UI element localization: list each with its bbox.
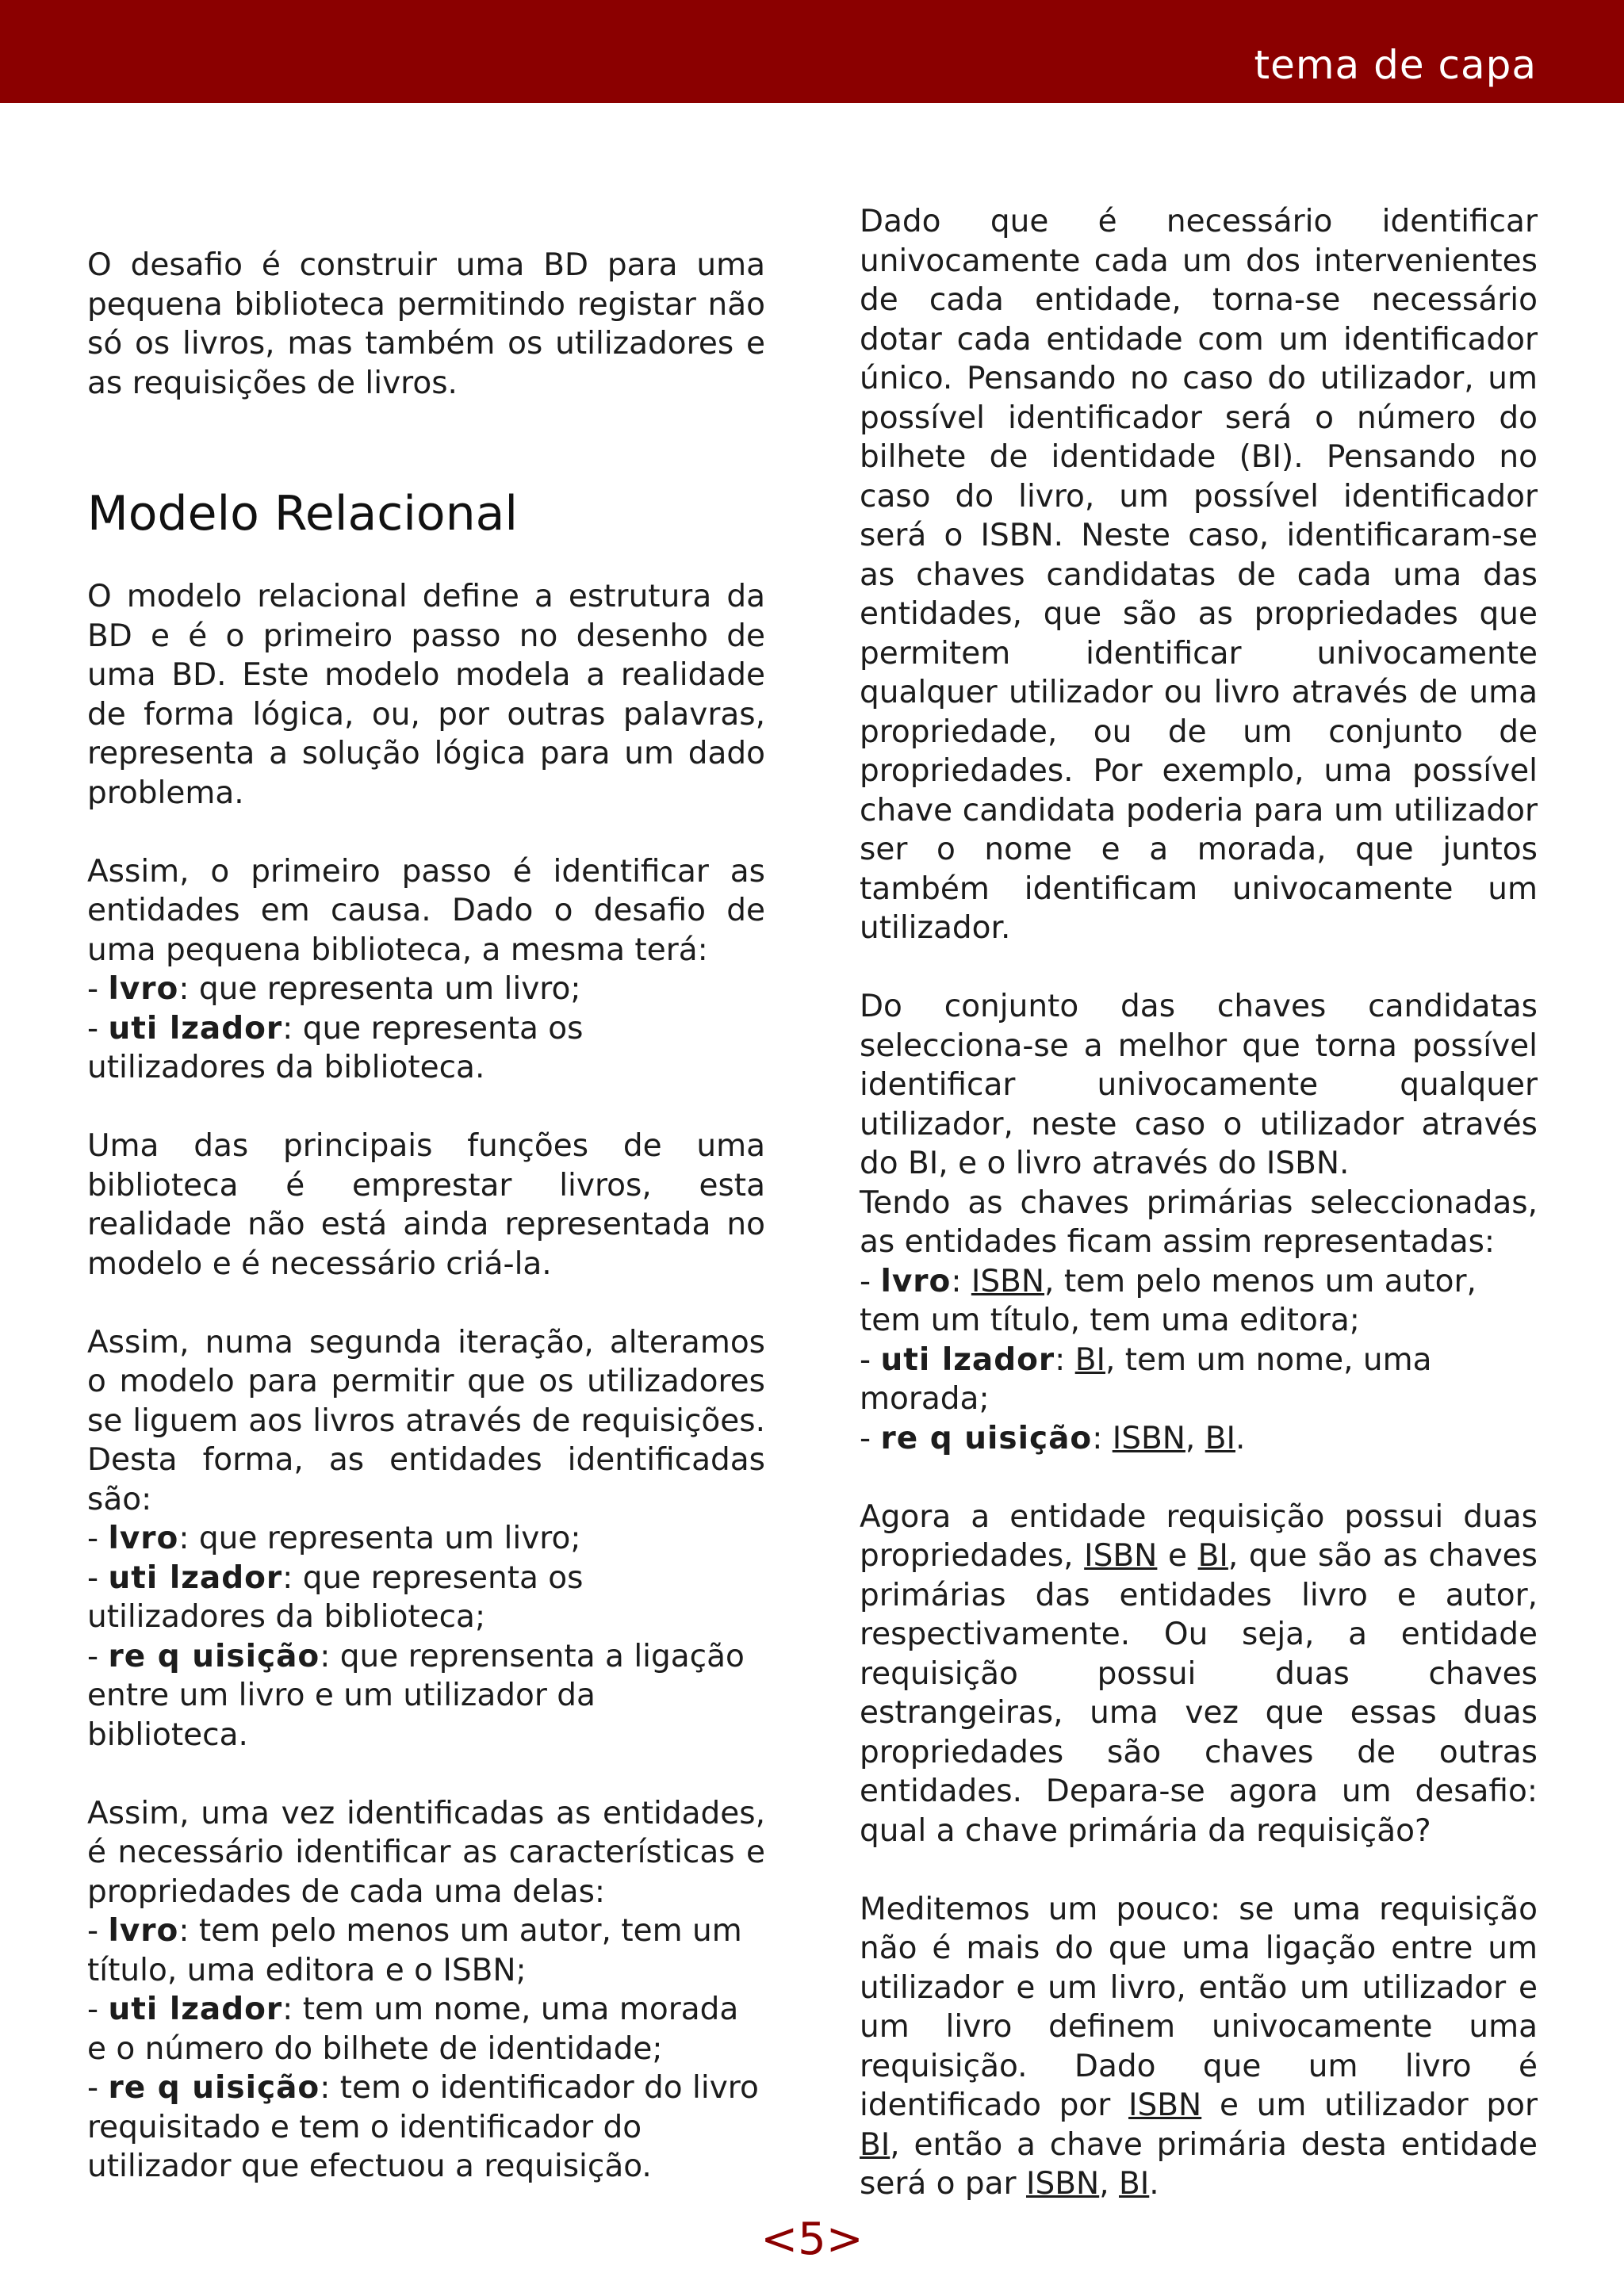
entity-name: lvro (108, 1913, 179, 1949)
entity-name: lvro (108, 1521, 179, 1556)
entity-name: lvro (108, 971, 179, 1007)
primary-key: ISBN (1026, 2166, 1100, 2202)
paragraph: Assim, uma vez identificadas as entidades, é necessário identificar as características e propriedades de cada uma delas: (87, 1795, 765, 1910)
entity-list (87, 1911, 765, 2187)
paragraph: Uma das principais funções de uma biblioteca é emprestar livros, esta realidade não está ainda representada no modelo e é necessário criá-la. (87, 1128, 765, 1282)
primary-key: BI (1197, 1538, 1228, 1574)
page-number: <5> (760, 2214, 864, 2265)
primary-key: BI (1205, 1420, 1235, 1456)
section-heading: Modelo Relacional (87, 486, 519, 541)
primary-key: BI (1118, 2166, 1150, 2202)
list-item: - re q uisição: tem o identificador do livro requisitado e tem o identificador do utilizador que efectuou a requisição. (87, 2070, 759, 2184)
list-item: - lvro: que representa um livro; (87, 1521, 581, 1556)
list-item: - uti lzador: BI, tem um nome, uma morada; (860, 1341, 1432, 1417)
entity-name: lvro (880, 1263, 952, 1299)
entity-name: uti lzador (108, 1992, 283, 2027)
primary-key: ISBN (1084, 1538, 1158, 1574)
list-item: - uti lzador: que representa os utilizadores da biblioteca; (87, 1559, 584, 1635)
list-item: - re q uisição: ISBN, BI. (860, 1420, 1246, 1456)
primary-key: BI (860, 2126, 891, 2163)
entity-list (87, 970, 765, 1088)
primary-key: ISBN (1112, 1420, 1185, 1456)
list-item: - re q uisição: que reprensenta a ligação entre um livro e um utilizador da biblioteca. (87, 1638, 745, 1753)
paragraph: Agora a entidade requisição possui duas propriedades, ISBN e BI, que são as chaves primárias das entidades livro e autor, respectivamente. Ou seja, a entidade requisição possui duas chaves estrangeiras, uma vez que essas duas propriedades são chaves de outras entidades. Depara-se agora um desafio: qual a chave primária da requisição? (860, 1498, 1538, 1849)
paragraph: Dado que é necessário identificar univocamente cada um dos intervenientes de cada entidade, torna-se necessário dotar cada entidade com um identificador único. Pensando no caso do utilizador, um possível identificador será o número do bilhete de identidade (BI). Pensando no caso do livro, um possível identificador será o ISBN. Neste caso, identificaram-se as chaves candidatas de cada uma das entidades, que são as propriedades que permitem identificar univocamente qualquer utilizador ou livro através de uma propriedade, ou de um conjunto de propriedades. Por exemplo, uma possível chave candidata poderia para um utilizador ser o nome e a morada, que juntos também identificam univocamente um utilizador. (860, 204, 1538, 946)
intro-paragraph: O desafio é construir uma BD para uma pequena biblioteca permitindo registar não só os livros, mas também os utilizadores e as requisições de livros. (87, 247, 765, 401)
list-item: - lvro: ISBN, tem pelo menos um autor, tem um título, tem uma editora; (860, 1263, 1477, 1338)
entity-list (860, 1262, 1538, 1459)
list-item: - lvro: que representa um livro; (87, 971, 581, 1007)
entity-name: uti lzador (880, 1341, 1055, 1378)
right-column (860, 202, 1538, 2204)
left-column (87, 246, 765, 2187)
entity-list (87, 1519, 765, 1755)
list-item: - lvro: tem pelo menos um autor, tem um título, uma editora e o ISBN; (87, 1913, 742, 1988)
primary-key: BI (1074, 1341, 1105, 1378)
paragraph: Meditemos um pouco: se uma requisição não é mais do que uma ligação entre um utilizador e um livro, então um utilizador e um livro definem univocamente uma requisição. Dado que um livro é identificado por ISBN e um utilizador por BI, então a chave primária desta entidade será o par ISBN, BI. (860, 1891, 1538, 2202)
paragraph: O modelo relacional define a estrutura da BD e é o primeiro passo no desenho de uma BD. Este modelo modela a realidade de forma lógica, ou, por outras palavras, representa a solução lógica para um dado problema. (87, 579, 765, 811)
paragraph: Assim, o primeiro passo é identificar as entidades em causa. Dado o desafio de uma pequena biblioteca, a mesma terá: (87, 853, 765, 968)
list-item: - uti lzador: tem um nome, uma morada e o número do bilhete de identidade; (87, 1992, 739, 2067)
primary-key: ISBN (971, 1263, 1045, 1299)
paragraph: Do conjunto das chaves candidatas selecciona-se a melhor que torna possível identificar univocamente qualquer utilizador, neste caso o utilizador através do BI, e o livro através do ISBN. (860, 989, 1538, 1181)
paragraph: Tendo as chaves primárias seleccionadas, as entidades ficam assim representadas: (860, 1184, 1538, 1260)
entity-name: re q uisição (880, 1420, 1093, 1456)
primary-key: ISBN (1128, 2087, 1202, 2123)
entity-name: re q uisição (108, 2070, 320, 2106)
section-title: tema de capa (1254, 42, 1537, 88)
entity-name: re q uisição (108, 1638, 320, 1674)
entity-name: uti lzador (108, 1559, 283, 1596)
list-item: - uti lzador: que representa os utilizadores da biblioteca. (87, 1010, 584, 1085)
paragraph: Assim, numa segunda iteração, alteramos o modelo para permitir que os utilizadores se liguem aos livros através de requisições. Desta forma, as entidades identificadas são: (87, 1324, 765, 1517)
entity-name: uti lzador (108, 1010, 283, 1047)
